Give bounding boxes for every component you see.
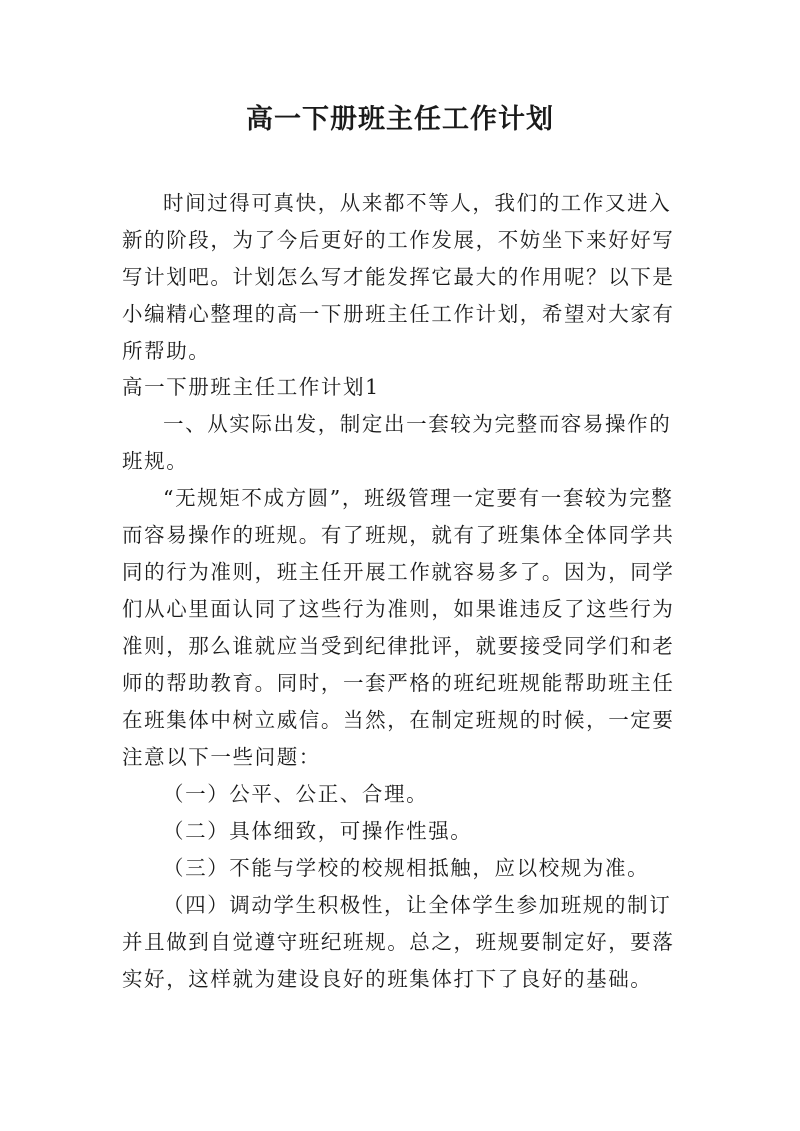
intro-block xyxy=(122,185,688,370)
list-item-2: （二）具体细致，可操作性强。 xyxy=(163,819,473,843)
intro-paragraph: 时间过得可真快，从来都不等人，我们的工作又进入新的阶段，为了今后更好的工作发展，不妨坐下来好好写写计划吧。计划怎么写才能发挥它最大的作用呢？以下是小编精心整理的高一下册班主任工作计划，希望对大家有所帮助。 xyxy=(122,191,675,363)
list-item-1: （一）公平、公正、合理。 xyxy=(163,782,429,806)
section-1 xyxy=(122,369,688,998)
list-item-3: （三）不能与学校的校规相抵触，应以校规为准。 xyxy=(163,856,650,880)
section-heading: 高一下册班主任工作计划1 xyxy=(122,375,380,399)
section-paragraph-1: “无规矩不成方圆”，班级管理一定要有一套较为完整而容易操作的班规。有了班规，就有了班集体全体同学共同的行为准则，班主任开展工作就容易多了。因为，同学们从心里面认同了这些行为准则，如果谁违反了这些行为准则，那么谁就应当受到纪律批评，就要接受同学们和老师的帮助教育。同时，一套严格的班纪班规能帮助班主任在班集体中树立威信。当然，在制定班规的时候，一定要注意以下一些问题： xyxy=(122,486,675,769)
document-title: 高一下册班主任工作计划 xyxy=(246,104,554,135)
list-item-4: （四）调动学生积极性，让全体学生参加班规的制订并且做到自觉遵守班纪班规。总之，班规要制定好，要落实好，这样就为建设良好的班集体打下了良好的基础。 xyxy=(122,893,675,991)
section-point-1: 一、从实际出发，制定出一套较为完整而容易操作的班规。 xyxy=(122,412,672,473)
